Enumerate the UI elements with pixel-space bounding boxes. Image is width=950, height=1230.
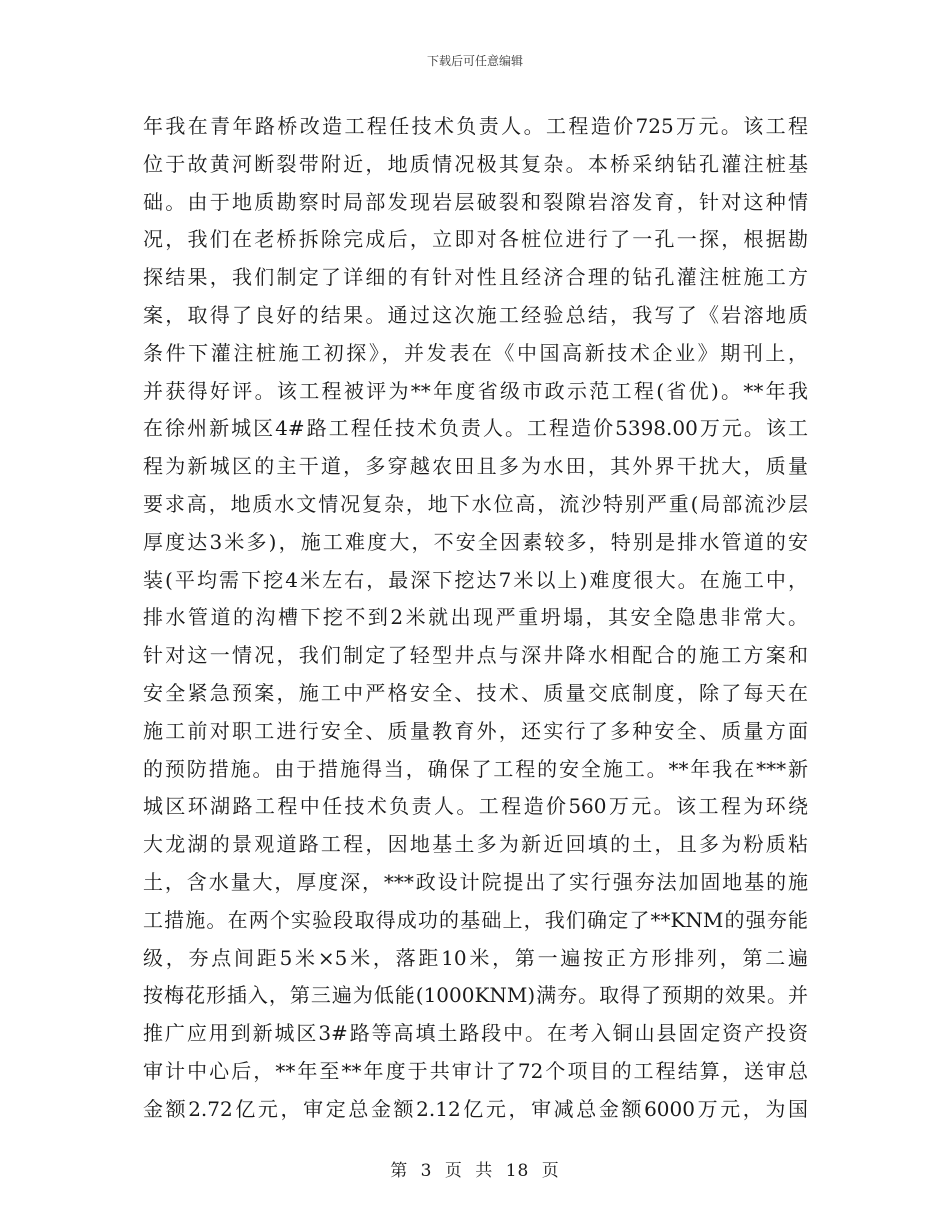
body-line: 础。由于地质勘察时局部发现岩层破裂和裂隙岩溶发育，针对这种情 xyxy=(143,189,808,214)
body-line: 工措施。在两个实验段取得成功的基础上，我们确定了**KNM的强夯能 xyxy=(143,907,808,932)
body-line: 并获得好评。该工程被评为**年度省级市政示范工程(省优)。**年我 xyxy=(143,378,808,403)
body-line: 程为新城区的主干道，多穿越农田且多为水田，其外界干扰大，质量 xyxy=(143,454,808,479)
body-line: 按梅花形插入，第三遍为低能(1000KNM)满夯。取得了预期的效果。并 xyxy=(143,983,808,1008)
body-line: 位于故黄河断裂带附近，地质情况极其复杂。本桥采纳钻孔灌注桩基 xyxy=(143,151,808,176)
body-line: 况，我们在老桥拆除完成后，立即对各桩位进行了一孔一探，根据勘 xyxy=(143,227,808,252)
body-line: 施工前对职工进行安全、质量教育外，还实行了多种安全、质量方面 xyxy=(143,718,808,743)
page-number: 第 3 页 共 18 页 xyxy=(390,1161,560,1181)
body-line: 条件下灌注桩施工初探》，并发表在《中国高新技术企业》期刊上， xyxy=(143,340,808,365)
page-header-note: 下载后可任意编辑 xyxy=(426,54,523,68)
body-line: 审计中心后，**年至**年度于共审计了72个项目的工程结算，送审总 xyxy=(143,1058,808,1083)
body-line: 在徐州新城区4#路工程任技术负责人。工程造价5398.00万元。该工 xyxy=(143,416,808,441)
body-line: 案，取得了良好的结果。通过这次施工经验总结，我写了《岩溶地质 xyxy=(143,302,808,327)
body-line: 推广应用到新城区3#路等高填土路段中。在考入铜山县固定资产投资 xyxy=(143,1021,808,1046)
body-line: 排水管道的沟槽下挖不到2米就出现严重坍塌，其安全隐患非常大。 xyxy=(143,605,808,630)
body-line: 装(平均需下挖4米左右，最深下挖达7米以上)难度很大。在施工中， xyxy=(143,567,808,592)
body-line: 大龙湖的景观道路工程，因地基土多为新近回填的土，且多为粉质粘 xyxy=(143,832,808,857)
document-body xyxy=(143,108,808,1129)
body-line: 要求高，地质水文情况复杂，地下水位高，流沙特别严重(局部流沙层 xyxy=(143,491,808,516)
body-line: 的预防措施。由于措施得当，确保了工程的安全施工。**年我在***新 xyxy=(143,756,808,781)
body-line: 年我在青年路桥改造工程任技术负责人。工程造价725万元。该工程 xyxy=(143,114,808,138)
body-line: 级，夯点间距5米×5米，落距10米，第一遍按正方形排列，第二遍 xyxy=(143,945,808,970)
body-line: 探结果，我们制定了详细的有针对性且经济合理的钻孔灌注桩施工方 xyxy=(143,265,808,290)
body-line: 城区环湖路工程中任技术负责人。工程造价560万元。该工程为环绕 xyxy=(143,794,808,819)
body-line: 金额2.72亿元，审定总金额2.12亿元，审减总金额6000万元，为国 xyxy=(143,1096,808,1121)
body-line: 厚度达3米多)，施工难度大，不安全因素较多，特别是排水管道的安 xyxy=(143,529,808,554)
body-line: 土，含水量大，厚度深，***政设计院提出了实行强夯法加固地基的施 xyxy=(143,869,808,894)
body-line: 安全紧急预案，施工中严格安全、技术、质量交底制度，除了每天在 xyxy=(143,680,808,705)
body-line: 针对这一情况，我们制定了轻型井点与深井降水相配合的施工方案和 xyxy=(143,643,808,668)
